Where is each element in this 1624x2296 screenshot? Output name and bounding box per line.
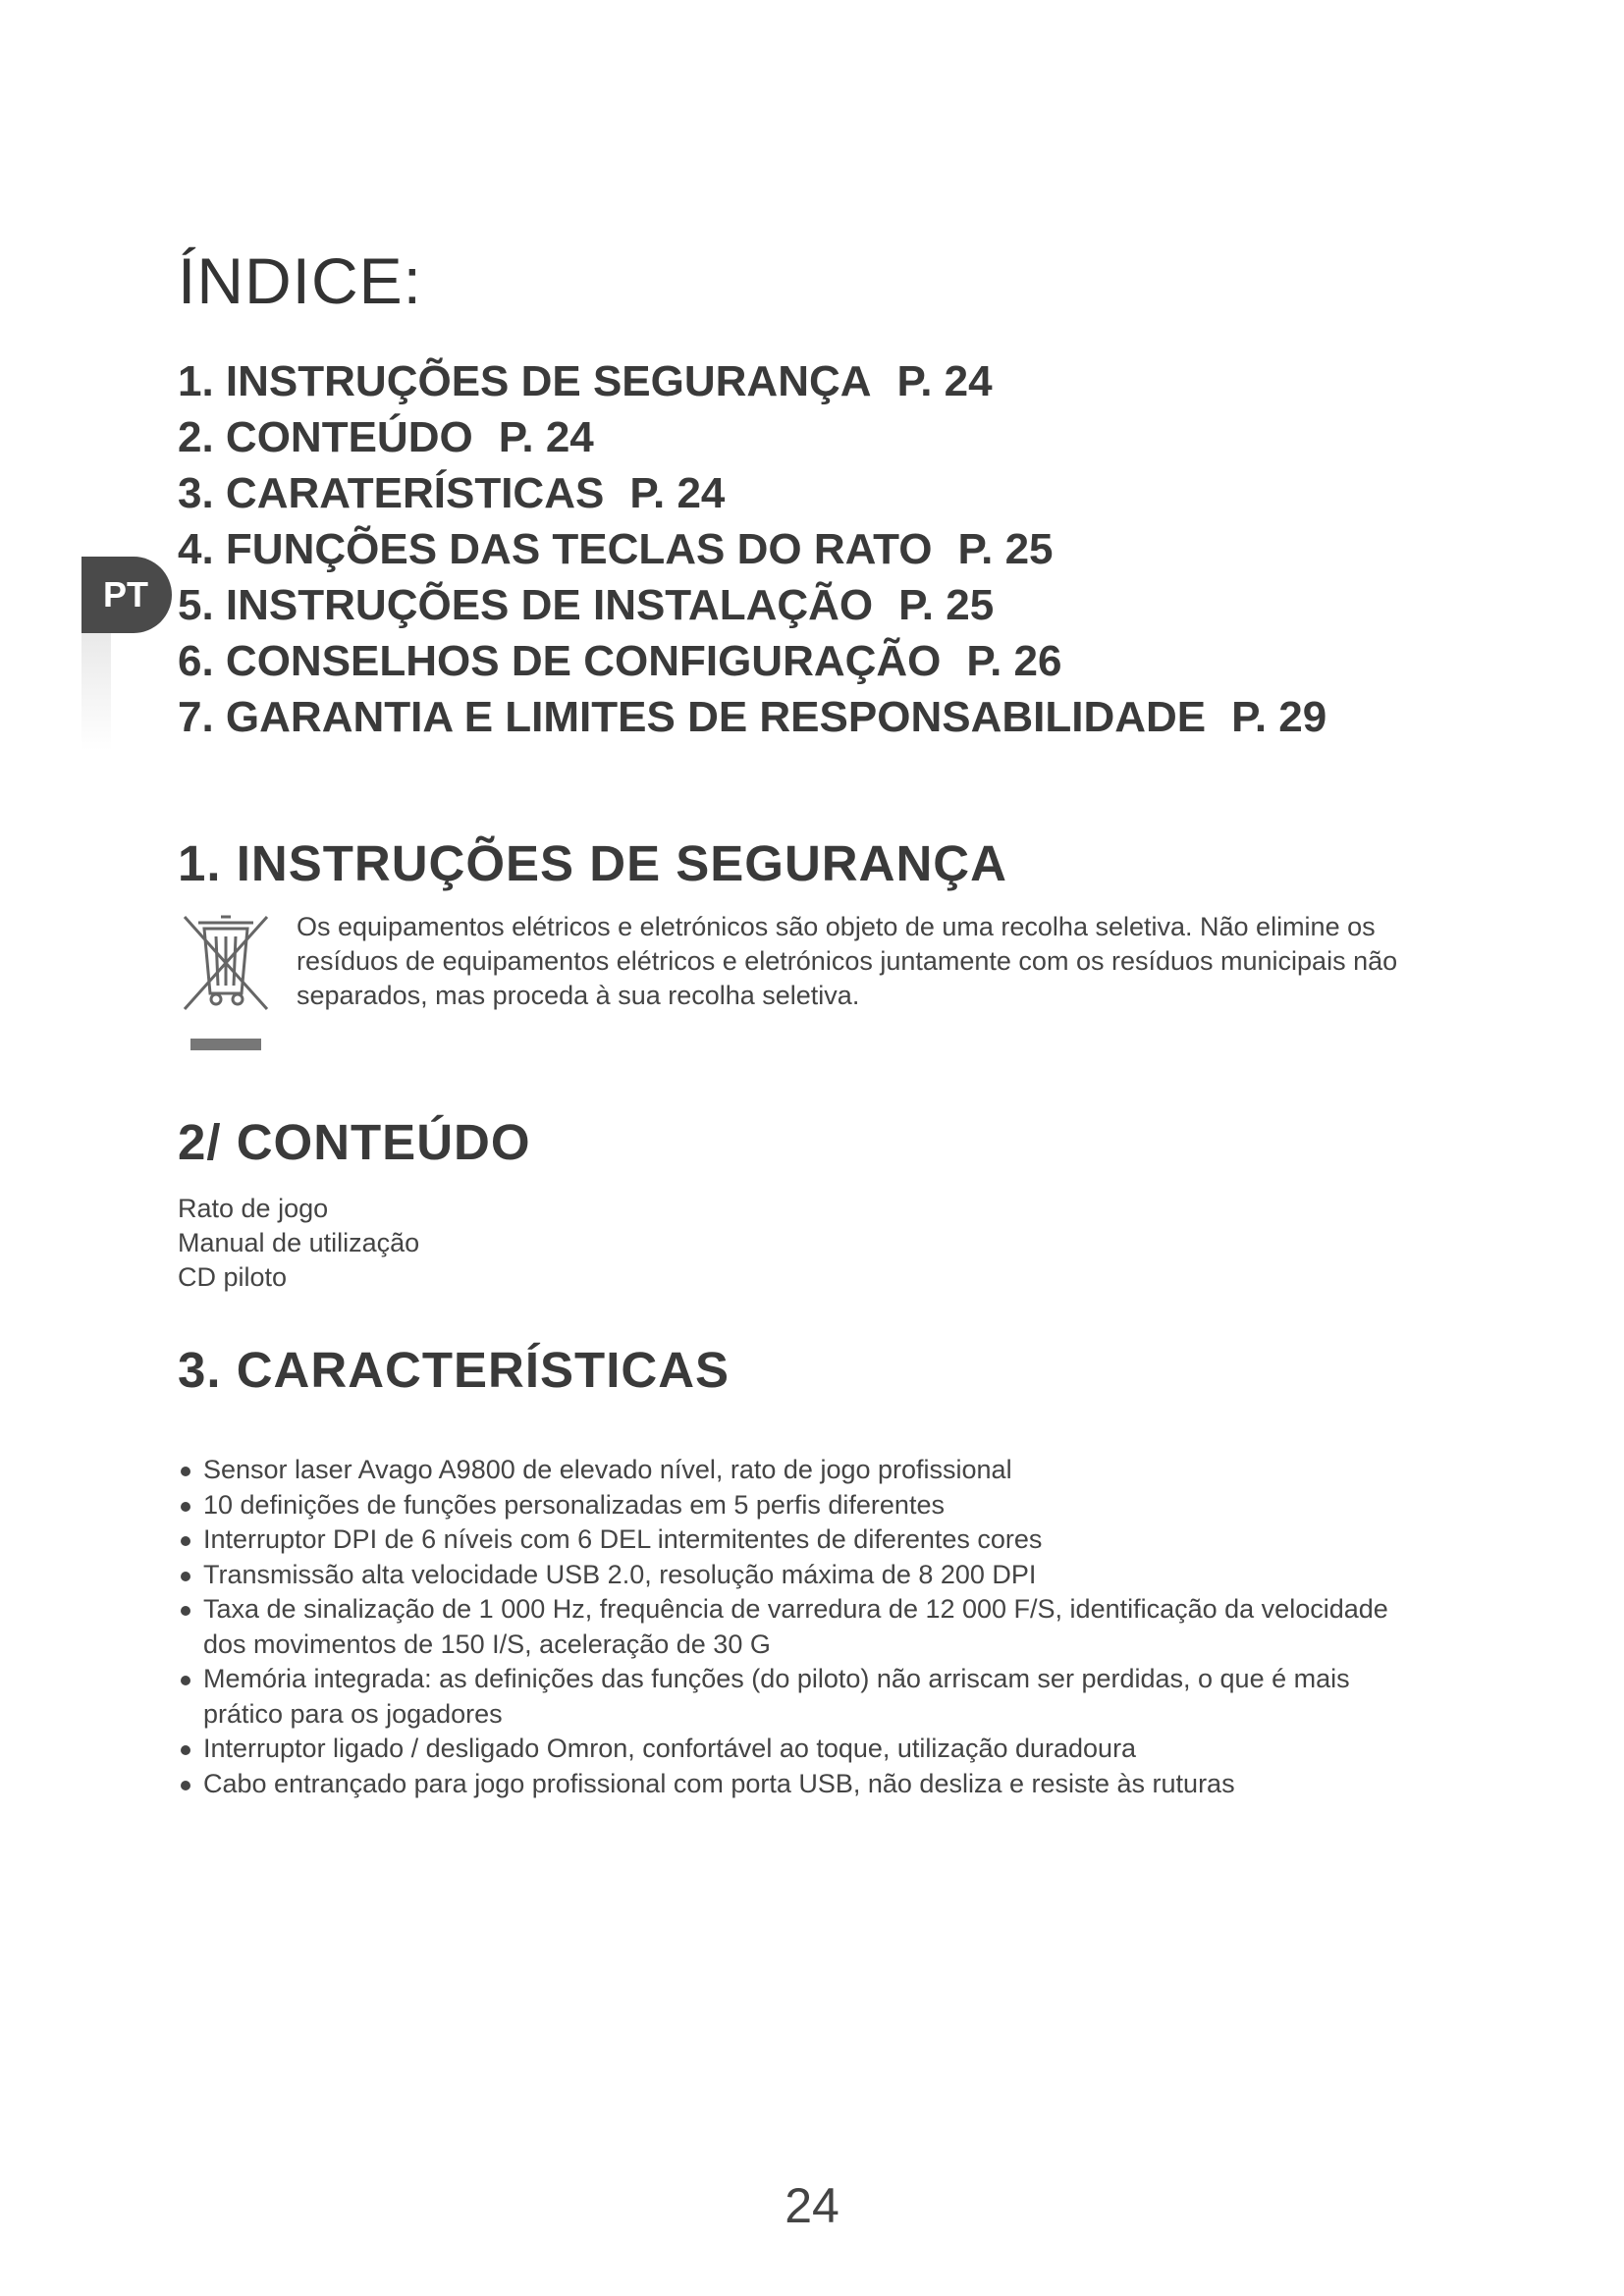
toc-item-page: P. 25 xyxy=(957,525,1054,573)
feature-item: Memória integrada: as definições das funções (do piloto) não arriscam ser perdidas, o que é mais prático para os jogadores xyxy=(178,1662,1435,1732)
list-item: Manual de utilização xyxy=(178,1228,420,1257)
features-list xyxy=(178,1453,1435,1801)
toc-item xyxy=(178,689,1326,745)
feature-item: Taxa de sinalização de 1 000 Hz, frequência de varredura de 12 000 F/S, identificação da velocidade dos movimentos de 150 I/S, aceleração de 30 G xyxy=(178,1592,1435,1662)
language-tab: PT xyxy=(81,557,172,633)
toc-item-label: 2. CONTEÚDO xyxy=(178,413,473,461)
toc-item-label: 6. CONSELHOS DE CONFIGURAÇÃO xyxy=(178,637,942,685)
toc-item-label: 1. INSTRUÇÕES DE SEGURANÇA xyxy=(178,357,872,405)
toc-item-label: 3. CARATERÍSTICAS xyxy=(178,469,605,517)
feature-item: Sensor laser Avago A9800 de elevado nível, rato de jogo profissional xyxy=(178,1453,1435,1488)
contents-heading: 2/ CONTEÚDO xyxy=(178,1114,531,1170)
weee-crossed-bin-icon xyxy=(177,913,275,1055)
list-item: CD piloto xyxy=(178,1262,288,1292)
feature-item: Interruptor DPI de 6 níveis com 6 DEL intermitentes de diferentes cores xyxy=(178,1522,1435,1558)
contents-list xyxy=(178,1192,419,1295)
toc-item xyxy=(178,409,1326,465)
toc-item-page: P. 29 xyxy=(1231,693,1327,741)
toc-item xyxy=(178,521,1326,577)
feature-item: Interruptor ligado / desligado Omron, confortável ao toque, utilização duradoura xyxy=(178,1732,1435,1767)
list-item: Rato de jogo xyxy=(178,1194,329,1223)
toc-item xyxy=(178,633,1326,689)
toc-item-label: 7. GARANTIA E LIMITES DE RESPONSABILIDADE xyxy=(178,693,1207,741)
toc-item xyxy=(178,465,1326,521)
toc-item-page: P. 24 xyxy=(629,469,726,517)
features-heading: 3. CARACTERÍSTICAS xyxy=(178,1342,731,1398)
feature-item: Transmissão alta velocidade USB 2.0, resolução máxima de 8 200 DPI xyxy=(178,1558,1435,1593)
feature-item: Cabo entrançado para jogo profissional com porta USB, não desliza e resiste às ruturas xyxy=(178,1767,1435,1802)
index-title: ÍNDICE: xyxy=(178,244,423,317)
page-number: 24 xyxy=(785,2178,839,2233)
table-of-contents xyxy=(178,353,1326,745)
toc-item-page: P. 24 xyxy=(498,413,594,461)
feature-item: 10 definições de funções personalizadas em 5 perfis diferentes xyxy=(178,1488,1435,1523)
language-tab-shadow xyxy=(81,633,111,751)
toc-item xyxy=(178,577,1326,633)
toc-item-label: 5. INSTRUÇÕES DE INSTALAÇÃO xyxy=(178,581,874,629)
toc-item-page: P. 26 xyxy=(966,637,1062,685)
toc-item-label: 4. FUNÇÕES DAS TECLAS DO RATO xyxy=(178,525,933,573)
toc-item xyxy=(178,353,1326,409)
toc-item-page: P. 24 xyxy=(896,357,993,405)
toc-item-page: P. 25 xyxy=(898,581,995,629)
safety-heading: 1. INSTRUÇÕES DE SEGURANÇA xyxy=(178,835,1007,891)
safety-text: Os equipamentos elétricos e eletrónicos são objeto de uma recolha seletiva. Não elimine os resíduos de equipamentos elétricos e eletrónicos juntamente com os resíduos municipais não separados, mas proceda à sua recolha seletiva. xyxy=(297,912,1398,1010)
